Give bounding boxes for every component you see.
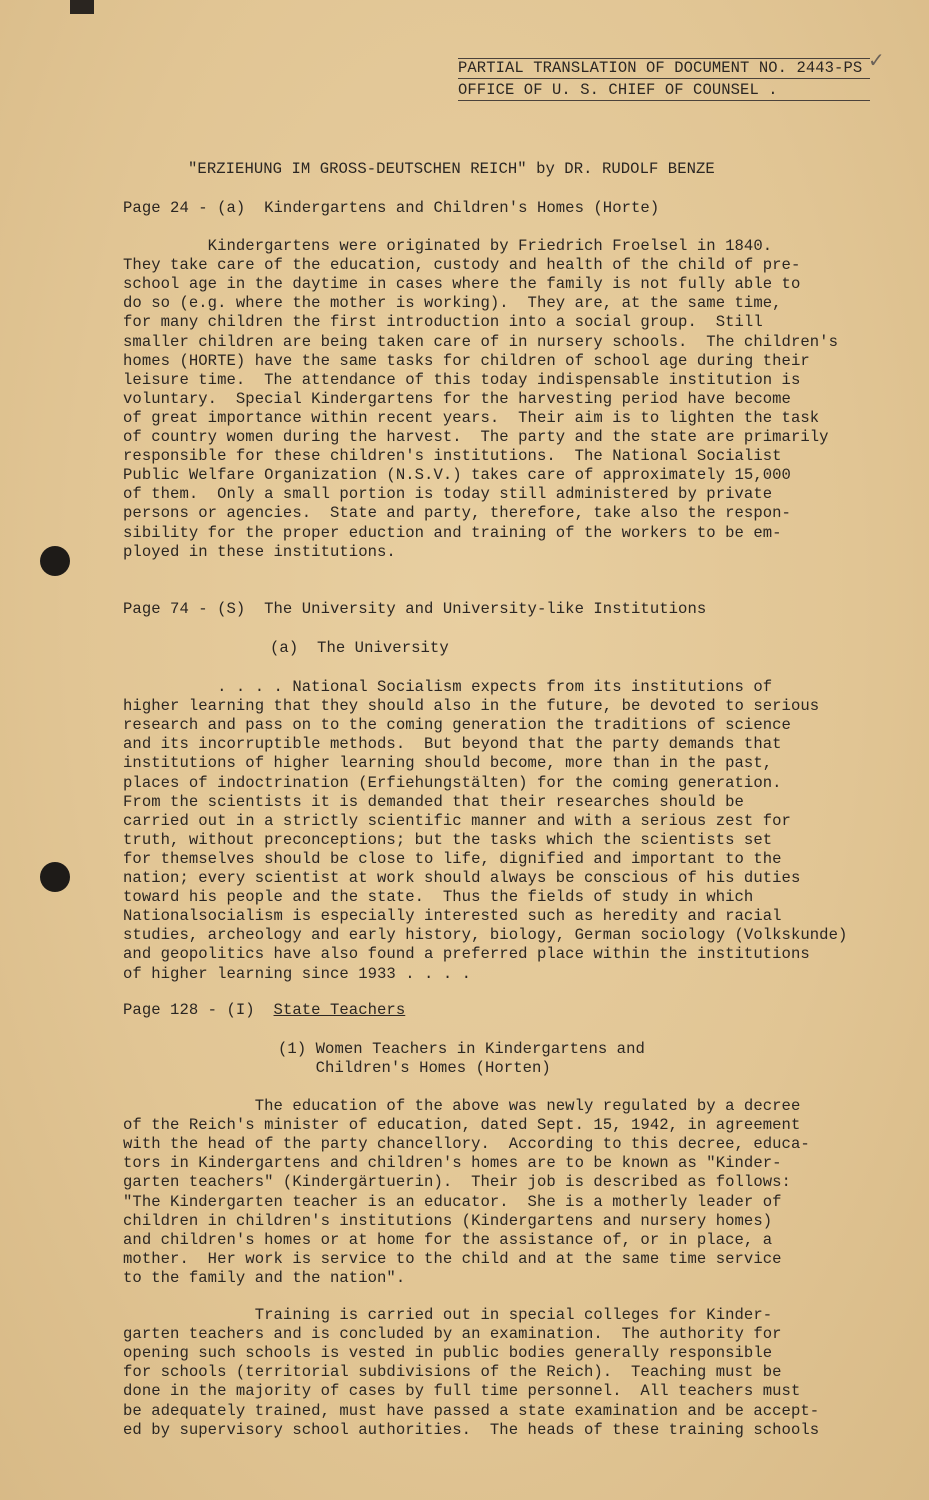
text-line: tors in Kindergartens and children's homes are to be known as "Kinder-	[123, 1154, 782, 1173]
text-line: They take care of the education, custody and health of the child of pre-	[123, 256, 801, 275]
text-line: ployed in these institutions.	[123, 542, 396, 561]
text-line: leisure time. The attendance of this today indispensable institution is	[123, 370, 801, 389]
section1-heading: Page 24 - (a) Kindergartens and Children's Homes (Horte)	[123, 199, 660, 217]
text-line: voluntary. Special Kindergartens for the harvesting period have become	[123, 389, 791, 408]
text-line: and geopolitics have also found a preferred place within the institutions	[123, 945, 810, 964]
text-line: opening such schools is vested in public bodies generally responsible	[123, 1344, 773, 1363]
text-line: . . . . National Socialism expects from its institutions of	[123, 678, 773, 696]
document-title: "ERZIEHUNG IM GROSS-DEUTSCHEN REICH" by DR. RUDOLF BENZE	[188, 160, 715, 178]
punch-hole-lower	[40, 862, 70, 892]
text-line: do so (e.g. where the mother is working). They are, at the same time,	[123, 294, 782, 313]
text-line: smaller children are being taken care of in nursery schools. The children's	[123, 332, 838, 351]
text-line: research and pass on to the coming generation the traditions of science	[123, 716, 791, 735]
text-line: with the head of the party chancellory. According to this decree, educa-	[123, 1135, 810, 1154]
text-line: Kindergartens were originated by Friedrich Froelsel in 1840.	[123, 237, 773, 255]
text-line: of country women during the harvest. The party and the state are primarily	[123, 428, 829, 446]
text-line: truth, without preconceptions; but the tasks which the scientists set	[123, 830, 773, 849]
text-line: and its incorruptible methods. But beyond that the party demands that	[123, 735, 782, 754]
section3-heading	[123, 1001, 405, 1020]
section2-heading: Page 74 - (S) The University and University-like Institutions	[123, 600, 707, 618]
document-header	[458, 58, 870, 103]
text-line: school age in the daytime in cases where the family is not fully able to	[123, 275, 801, 294]
text-line: nation; every scientist at work should always be conscious of his duties	[123, 869, 801, 887]
text-line: From the scientists it is demanded that their researches should be	[123, 792, 744, 811]
text-line: ed by supervisory school authorities. The heads of these training schools	[123, 1420, 820, 1439]
header-document-number: PARTIAL TRANSLATION OF DOCUMENT NO. 2443-PS	[458, 59, 870, 79]
text-line: of them. Only a small portion is today still administered by private	[123, 485, 773, 504]
text-line: garten teachers and is concluded by an examination. The authority for	[123, 1325, 782, 1344]
text-line: for schools (territorial subdivisions of the Reich). Teaching must be	[123, 1363, 782, 1382]
text-line: Training is carried out in special colleges for Kinder-	[123, 1306, 773, 1324]
corner-mark	[70, 0, 94, 14]
text-line: higher learning that they should also in the future, be devoted to serious	[123, 697, 820, 716]
text-line: of higher learning since 1933 . . . .	[123, 964, 472, 983]
text-line: garten teachers" (Kindergärtuerin). Their job is described as follows:	[123, 1173, 791, 1192]
text-line: homes (HORTE) have the same tasks for children of school age during their	[123, 351, 810, 370]
text-line: sibility for the proper eduction and training of the workers to be em-	[123, 523, 782, 542]
text-line: to the family and the nation".	[123, 1268, 406, 1287]
text-line: Public Welfare Organization (N.S.V.) takes care of approximately 15,000	[123, 466, 791, 485]
check-mark-icon: ✓	[868, 48, 885, 72]
text-line: toward his people and the state. Thus the fields of study in which	[123, 888, 754, 907]
text-line: of the Reich's minister of education, dated Sept. 15, 1942, in agreement	[123, 1116, 801, 1135]
header-office: OFFICE OF U. S. CHIEF OF COUNSEL .	[458, 81, 870, 101]
text-line: for themselves should be close to life, dignified and important to the	[123, 849, 782, 868]
subheading-line: Children's Homes (Horten)	[278, 1059, 551, 1078]
text-line: "The Kindergarten teacher is an educator. She is a motherly leader of	[123, 1192, 782, 1211]
text-line: children in children's institutions (Kindergartens and nursery homes)	[123, 1211, 773, 1230]
text-line: be adequately trained, must have passed a state examination and be accept-	[123, 1401, 820, 1420]
text-line: The education of the above was newly regulated by a decree	[123, 1097, 801, 1115]
text-line: and children's homes or at home for the assistance of, or in place, a	[123, 1230, 773, 1249]
section2-subheading: (a) The University	[270, 639, 449, 657]
text-line: mother. Her work is service to the child and at the same time service	[123, 1249, 782, 1268]
text-line: persons or agencies. State and party, therefore, take also the respon-	[123, 504, 791, 523]
text-line: institutions of higher learning should become, more than in the past,	[123, 754, 773, 773]
section3-heading-prefix: Page 128 - (I)	[123, 1001, 274, 1019]
text-line: for many children the first introduction into a social group. Still	[123, 313, 763, 332]
text-line: places of indoctrination (Erfiehungstälten) for the coming generation.	[123, 773, 782, 792]
punch-hole-upper	[40, 546, 70, 576]
text-line: done in the majority of cases by full time personnel. All teachers must	[123, 1382, 801, 1401]
text-line: studies, archeology and early history, biology, German sociology (Volkskunde)	[123, 926, 848, 945]
text-line: Nationalsocialism is especially interested such as heredity and racial	[123, 907, 782, 926]
text-line: carried out in a strictly scientific manner and with a serious zest for	[123, 811, 791, 830]
text-line: of great importance within recent years. Their aim is to lighten the task	[123, 408, 820, 427]
section3-heading-title: State Teachers	[273, 1001, 406, 1019]
subheading-line: (1) Women Teachers in Kindergartens and	[278, 1040, 645, 1058]
text-line: responsible for these children's institutions. The National Socialist	[123, 447, 782, 466]
